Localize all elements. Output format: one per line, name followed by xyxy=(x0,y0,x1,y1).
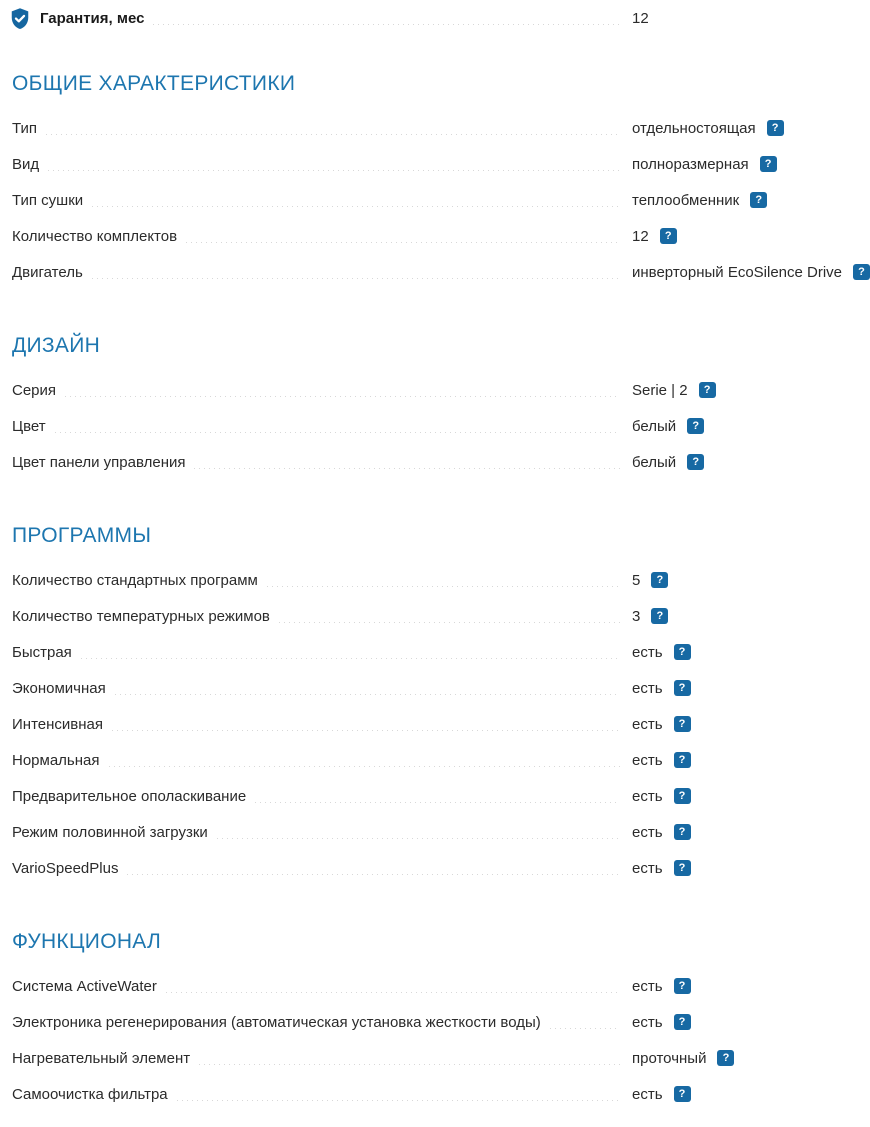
spec-row xyxy=(12,778,857,814)
dotted-leader xyxy=(81,658,620,659)
spec-value-cell xyxy=(632,608,857,625)
spec-label: Вид xyxy=(12,155,40,173)
spec-value-cell xyxy=(632,10,857,27)
spec-value: 3 xyxy=(632,607,641,625)
spec-row xyxy=(12,372,857,408)
help-icon[interactable]: ? xyxy=(674,680,691,696)
dotted-leader xyxy=(267,586,620,587)
spec-row xyxy=(12,218,857,254)
spec-value: есть xyxy=(632,643,663,661)
spec-row xyxy=(12,182,857,218)
spec-row xyxy=(12,850,857,886)
spec-row xyxy=(12,562,857,598)
help-icon[interactable]: ? xyxy=(853,264,870,280)
dotted-leader xyxy=(177,1100,620,1101)
spec-value: есть xyxy=(632,715,663,733)
dotted-leader xyxy=(48,170,620,171)
spec-row xyxy=(12,1004,857,1040)
spec-row xyxy=(12,670,857,706)
spec-value: 12 xyxy=(632,227,649,245)
section-title: ДИЗАЙН xyxy=(12,334,101,357)
section-title: ПРОГРАММЫ xyxy=(12,524,152,547)
spec-value-cell xyxy=(632,1050,857,1067)
spec-value: есть xyxy=(632,977,663,995)
spec-label: Цвет панели управления xyxy=(12,453,186,471)
shield-check-icon xyxy=(9,7,31,30)
help-icon[interactable]: ? xyxy=(674,752,691,768)
spec-value-cell xyxy=(632,1014,857,1031)
spec-row xyxy=(12,634,857,670)
spec-label: Экономичная xyxy=(12,679,106,697)
dotted-leader xyxy=(115,694,620,695)
spec-value: есть xyxy=(632,823,663,841)
spec-value-cell xyxy=(632,716,857,733)
help-icon[interactable]: ? xyxy=(674,1014,691,1030)
help-icon[interactable]: ? xyxy=(674,978,691,994)
spec-value: Serie | 2 xyxy=(632,381,688,399)
help-icon[interactable]: ? xyxy=(687,454,704,470)
spec-label: Количество комплектов xyxy=(12,227,178,245)
spec-value-cell xyxy=(632,156,857,173)
spec-section xyxy=(12,334,857,480)
spec-label: Быстрая xyxy=(12,643,72,661)
spec-sections xyxy=(12,72,865,1112)
help-icon[interactable]: ? xyxy=(674,788,691,804)
dotted-leader xyxy=(92,278,620,279)
spec-value: есть xyxy=(632,1013,663,1031)
spec-value-cell xyxy=(632,572,857,589)
spec-value: белый xyxy=(632,453,677,471)
spec-value-cell xyxy=(632,788,857,805)
spec-label: VarioSpeedPlus xyxy=(12,859,119,877)
help-icon[interactable]: ? xyxy=(674,824,691,840)
help-icon[interactable]: ? xyxy=(674,860,691,876)
spec-row xyxy=(12,254,865,290)
spec-label: Гарантия, мес xyxy=(40,9,145,27)
spec-value-cell xyxy=(632,418,857,435)
spec-value-cell xyxy=(632,263,865,281)
spec-value-cell xyxy=(632,860,857,877)
dotted-leader xyxy=(255,802,620,803)
dotted-leader xyxy=(127,874,620,875)
spec-row xyxy=(12,814,857,850)
spec-row xyxy=(12,706,857,742)
help-icon[interactable]: ? xyxy=(674,716,691,732)
spec-row-warranty xyxy=(12,0,857,36)
spec-label: Предварительное ополаскивание xyxy=(12,787,247,805)
spec-value-cell xyxy=(632,382,857,399)
spec-value-cell xyxy=(632,192,857,209)
dotted-leader xyxy=(46,134,620,135)
dotted-leader xyxy=(153,24,620,25)
spec-label: Нормальная xyxy=(12,751,100,769)
spec-section xyxy=(12,930,857,1112)
spec-value: полноразмерная xyxy=(632,155,749,173)
spec-value: есть xyxy=(632,679,663,697)
section-rows xyxy=(12,968,857,1112)
dotted-leader xyxy=(109,766,621,767)
spec-value-cell xyxy=(632,1086,857,1103)
section-title: ФУНКЦИОНАЛ xyxy=(12,930,162,953)
dotted-leader xyxy=(217,838,620,839)
spec-value-cell xyxy=(632,228,857,245)
spec-value: теплообменник xyxy=(632,191,740,209)
spec-value-cell xyxy=(632,644,857,661)
section-rows xyxy=(12,110,865,290)
spec-value: инверторный EcoSilence Drive xyxy=(632,263,843,281)
dotted-leader xyxy=(194,468,620,469)
spec-label: Система ActiveWater xyxy=(12,977,157,995)
spec-value: отдельностоящая xyxy=(632,119,756,137)
spec-label: Режим половинной загрузки xyxy=(12,823,208,841)
spec-label: Самоочистка фильтра xyxy=(12,1085,168,1103)
dotted-leader xyxy=(112,730,620,731)
spec-value: есть xyxy=(632,859,663,877)
dotted-leader xyxy=(279,622,620,623)
help-icon[interactable]: ? xyxy=(767,120,784,136)
spec-value: есть xyxy=(632,787,663,805)
spec-label: Тип сушки xyxy=(12,191,84,209)
spec-value-cell xyxy=(632,454,857,471)
spec-row xyxy=(12,1076,857,1112)
help-icon[interactable]: ? xyxy=(660,228,677,244)
spec-row xyxy=(12,742,857,778)
spec-label: Интенсивная xyxy=(12,715,103,733)
spec-row xyxy=(12,1040,857,1076)
help-icon[interactable]: ? xyxy=(674,644,691,660)
help-icon[interactable]: ? xyxy=(699,382,716,398)
spec-value-cell xyxy=(632,680,857,697)
spec-value-cell xyxy=(632,978,857,995)
spec-label: Количество температурных режимов xyxy=(12,607,270,625)
spec-label: Электроника регенерирования (автоматическая установка жесткости воды) xyxy=(12,1013,541,1031)
spec-section xyxy=(12,72,865,290)
spec-row xyxy=(12,444,857,480)
spec-row xyxy=(12,968,857,1004)
spec-row xyxy=(12,408,857,444)
dotted-leader xyxy=(199,1064,620,1065)
spec-value: 5 xyxy=(632,571,641,589)
spec-value: 12 xyxy=(632,9,649,27)
dotted-leader xyxy=(65,396,620,397)
dotted-leader xyxy=(166,992,620,993)
spec-value-cell xyxy=(632,120,857,137)
spec-label: Нагревательный элемент xyxy=(12,1049,191,1067)
spec-value: проточный xyxy=(632,1049,707,1067)
spec-label: Тип xyxy=(12,119,38,137)
dotted-leader xyxy=(550,1028,620,1029)
section-title: ОБЩИЕ ХАРАКТЕРИСТИКИ xyxy=(12,72,296,95)
spec-row xyxy=(12,110,857,146)
spec-label: Серия xyxy=(12,381,57,399)
spec-row xyxy=(12,146,857,182)
dotted-leader xyxy=(92,206,620,207)
help-icon[interactable]: ? xyxy=(750,192,767,208)
help-icon[interactable]: ? xyxy=(651,572,668,588)
help-icon[interactable]: ? xyxy=(760,156,777,172)
dotted-leader xyxy=(186,242,620,243)
spec-row xyxy=(12,598,857,634)
spec-value-cell xyxy=(632,752,857,769)
help-icon[interactable]: ? xyxy=(674,1086,691,1102)
spec-value-cell xyxy=(632,824,857,841)
spec-section xyxy=(12,524,857,886)
spec-value: белый xyxy=(632,417,677,435)
section-rows xyxy=(12,372,857,480)
spec-value: есть xyxy=(632,751,663,769)
help-icon[interactable]: ? xyxy=(651,608,668,624)
spec-label: Количество стандартных программ xyxy=(12,571,258,589)
dotted-leader xyxy=(55,432,620,433)
spec-value: есть xyxy=(632,1085,663,1103)
spec-label: Двигатель xyxy=(12,263,83,281)
spec-label: Цвет xyxy=(12,417,46,435)
help-icon[interactable]: ? xyxy=(687,418,704,434)
section-rows xyxy=(12,562,857,886)
help-icon[interactable]: ? xyxy=(717,1050,734,1066)
